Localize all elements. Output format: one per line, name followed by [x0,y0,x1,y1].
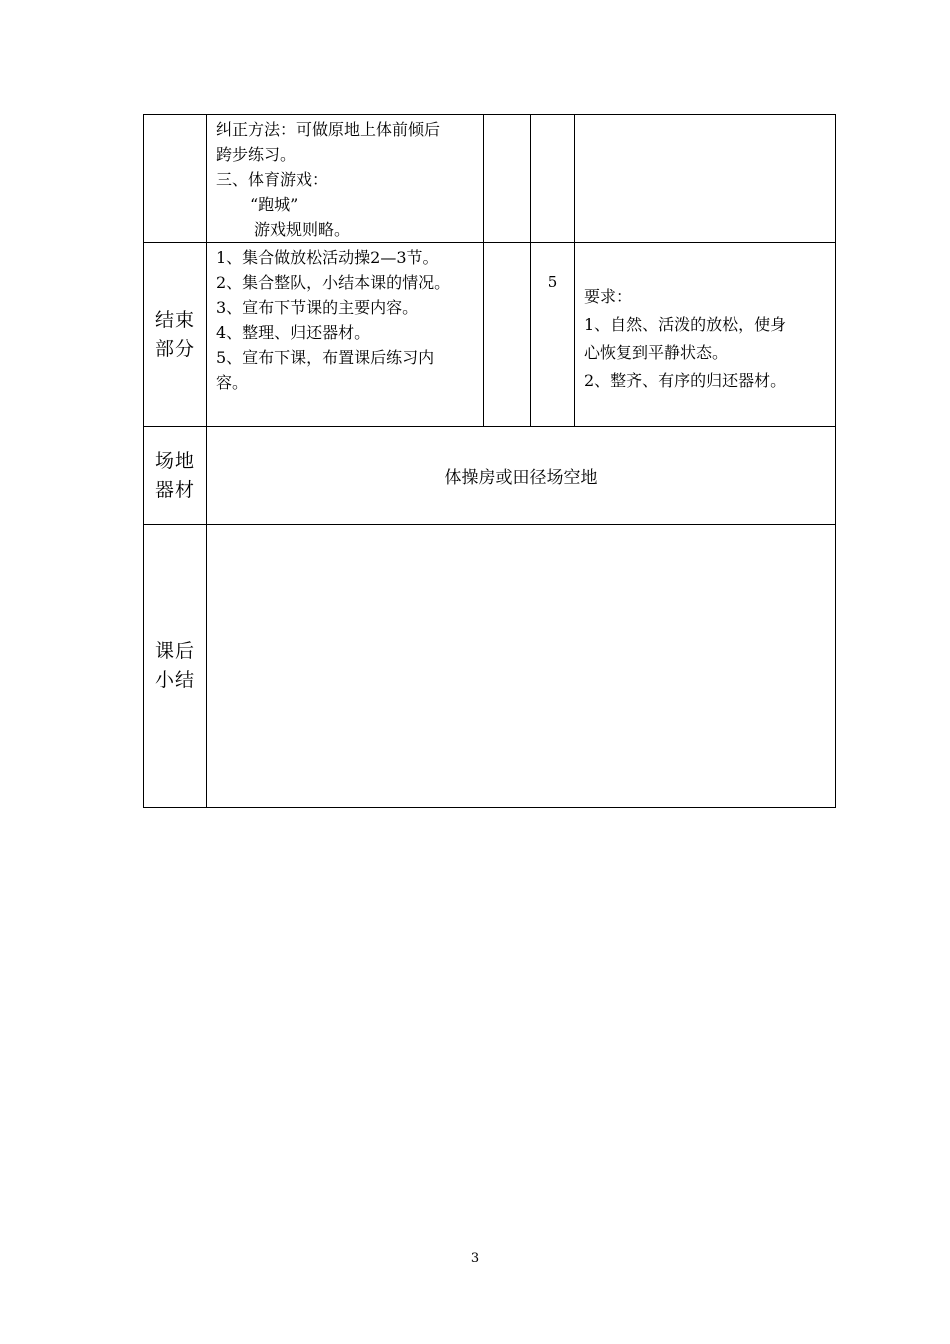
content-line: 纠正方法：可做原地上体前倾后 [216,120,441,139]
section-label-cell [144,243,207,427]
page-number: 3 [470,1251,480,1266]
venue-value: 体操房或田径场空地 [444,468,598,488]
section-label-cell [144,115,207,243]
section-label-cell [144,525,207,808]
content-line: 3、宣布下节课的主要内容。 [216,298,419,317]
requirements-line: 1、自然、活泼的放松，使身 [584,315,787,334]
count-cell [484,115,531,243]
table-row [144,115,836,243]
table-row [144,427,836,525]
requirements-cell [575,115,836,243]
lesson-plan-table [143,114,836,808]
count-cell [484,243,531,427]
content-line: 4、整理、归还器材。 [216,323,371,342]
content-line: 三、体育游戏： [216,170,329,189]
requirements-line: 2、整齐、有序的归还器材。 [584,371,787,390]
content-line: 游戏规则略。 [254,220,351,239]
requirements-line: 要求： [584,287,633,306]
content-line: 2、集合整队，小结本课的情况。 [216,273,451,292]
content-line: 跨步练习。 [216,145,297,164]
content-cell [207,243,484,427]
requirements-cell [575,243,836,427]
time-cell [531,243,575,427]
summary-label: 课后小结 [154,640,195,691]
section-label-cell [144,427,207,525]
table-row [144,525,836,808]
section-label: 结束部分 [154,308,195,360]
content-line: 5、宣布下课，布置课后练习内 [216,348,435,367]
venue-cell [207,427,836,525]
table-row [144,243,836,427]
content-line: 容。 [216,373,249,392]
game-name: “跑城” [250,195,299,214]
venue-label: 场地器材 [154,449,195,501]
time-value: 5 [547,273,558,291]
time-cell [531,115,575,243]
summary-cell [207,525,836,808]
requirements-line: 心恢复到平静状态。 [584,343,729,362]
content-cell [207,115,484,243]
content-line: 1、集合做放松活动操2—3节。 [216,248,439,267]
